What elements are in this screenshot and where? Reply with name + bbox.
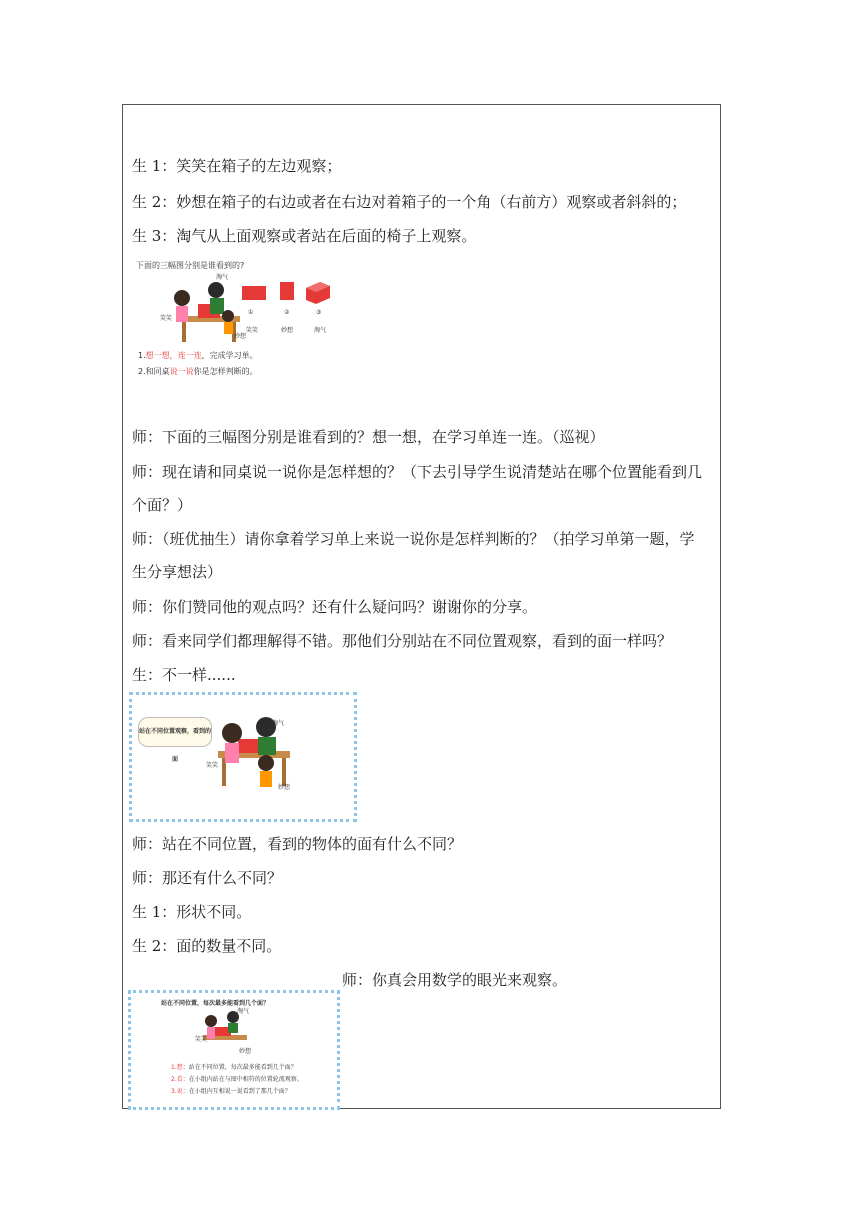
fig1-title: 下面的三幅图分别是谁看到的?: [136, 261, 245, 270]
svg-text:2.和同桌说一说你是怎样判断的。: 2.和同桌说一说你是怎样判断的。: [138, 367, 258, 376]
worksheet-figure-1: [130, 258, 360, 386]
girl-icon: [222, 723, 242, 743]
text-line: 生 2：妙想在箱子的右边或者在右边对着箱子的一个角（右前方）观察或者斜斜的；: [132, 193, 687, 211]
text-line: 生 1：形状不同。: [132, 903, 252, 921]
text-line: 生 2：面的数量不同。: [132, 937, 282, 955]
svg-text:淘气: 淘气: [216, 274, 229, 281]
text-line: 生：不一样......: [132, 666, 236, 684]
text-line: 师：你真会用数学的眼光来观察。: [342, 971, 568, 989]
girl-icon: [174, 290, 190, 306]
boy-icon: [208, 282, 224, 298]
svg-text:笑笑: 笑笑: [195, 1036, 208, 1043]
text-line: 师：站在不同位置，看到的物体的面有什么不同？: [132, 835, 463, 853]
svg-text:③: ③: [316, 309, 322, 316]
girl-icon: [205, 1015, 217, 1027]
svg-text:3.说：在小组内互相说一说看到了那几个面？: 3.说：在小组内互相说一说看到了那几个面？: [171, 1088, 291, 1095]
svg-text:①: ①: [248, 309, 254, 316]
girl-icon-2: [258, 755, 274, 771]
view-1-icon: [242, 286, 266, 300]
text-line: 师：下面的三幅图分别是谁看到的？想一想，在学习单连一连。（巡视）: [132, 428, 605, 446]
svg-text:淘气: 淘气: [314, 327, 327, 334]
svg-text:淘气: 淘气: [237, 1008, 250, 1015]
svg-text:笑笑: 笑笑: [206, 762, 219, 769]
svg-text:妙想: 妙想: [234, 333, 247, 340]
svg-text:1.想一想，连一连，完成学习单。: 1.想一想，连一连，完成学习单。: [138, 351, 258, 360]
svg-text:妙想: 妙想: [239, 1048, 252, 1055]
text-line: 师：现在请和同桌说一说你是怎样想的？（下去引导学生说清楚站在哪个位置能看到几: [132, 463, 703, 481]
text-line: 生分享想法）: [132, 563, 223, 581]
svg-text:站在不同位置，每次最多能看到几个面？: 站在不同位置，每次最多能看到几个面？: [161, 1000, 270, 1007]
girl-icon-2: [222, 310, 234, 322]
svg-text:笑笑: 笑笑: [246, 327, 259, 334]
svg-text:1.想：站在不同位置，每次最多能看到几个面？: 1.想：站在不同位置，每次最多能看到几个面？: [171, 1064, 297, 1071]
svg-text:妙想: 妙想: [281, 327, 294, 334]
svg-text:笑笑: 笑笑: [160, 315, 173, 322]
text-line: 生 3：淘气从上面观察或者站在后面的椅子上观察。: [132, 227, 477, 245]
text-line: 师：你们赞同他的观点吗？还有什么疑问吗？谢谢你的分享。: [132, 598, 538, 616]
text-line: 师：那还有什么不同？: [132, 869, 283, 887]
text-line: 生 1：笑笑在箱子的左边观察；: [132, 157, 342, 175]
slide-figure-3: [128, 990, 340, 1110]
text-line: 个面？）: [132, 496, 193, 514]
svg-text:妙想: 妙想: [278, 784, 291, 791]
slide-figure-2: [129, 692, 357, 822]
text-line: 师：（班优抽生）请你拿着学习单上来说一说你是怎样判断的？（拍学习单第一题，学: [132, 530, 695, 548]
text-line: 师：看来同学们都理解得不错。那他们分别站在不同位置观察，看到的面一样吗？: [132, 632, 673, 650]
view-2-icon: [280, 282, 294, 300]
svg-text:②: ②: [284, 309, 290, 316]
svg-text:2.看：在小组内站在与图中相符的位置轮流观察。: 2.看：在小组内站在与图中相符的位置轮流观察。: [171, 1076, 303, 1083]
svg-text:淘气: 淘气: [272, 720, 285, 727]
speech-bubble: 站在不同位置观察，看到的面: [138, 717, 212, 747]
